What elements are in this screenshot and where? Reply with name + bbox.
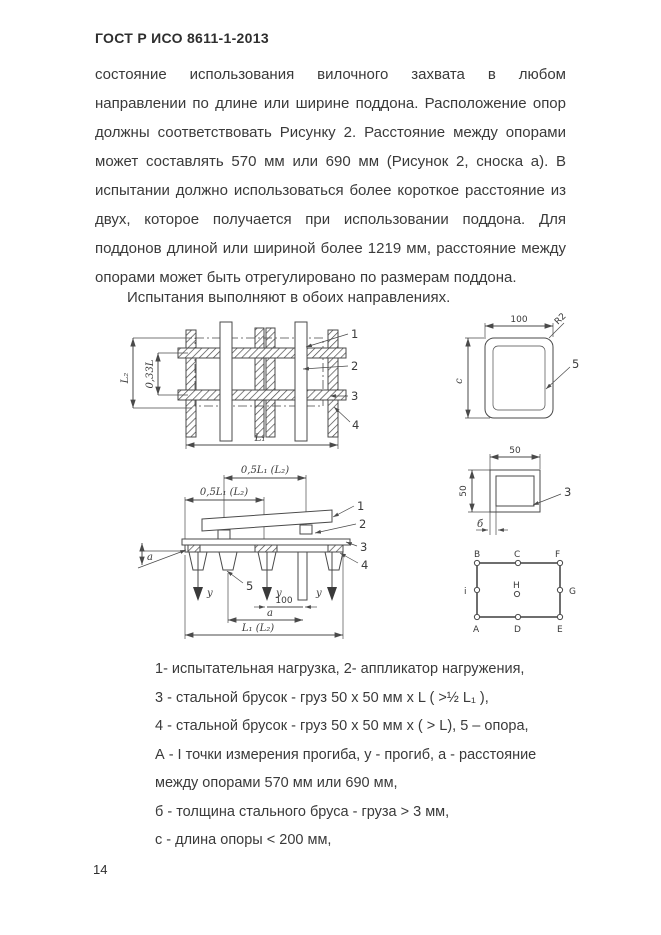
legend-line: с - длина опоры < 200 мм, <box>155 832 332 848</box>
side-foot <box>219 552 237 570</box>
support-dim-100: 100 <box>510 315 528 325</box>
deflection-y1: у <box>207 588 213 599</box>
figure-support-section <box>440 305 605 435</box>
legend-line: 4 - стальной брусок - груз 50 х 50 мм х ( > L), 5 – опора, <box>155 718 529 734</box>
point-label-g: G <box>569 587 576 597</box>
support-dim-r2: R2 <box>553 311 569 328</box>
side-callout-5: 5 <box>246 579 254 593</box>
plan-callout-3: 3 <box>351 389 359 403</box>
bar-dim-50-left: 50 <box>459 485 469 497</box>
side-applicator <box>218 530 230 539</box>
bar-dim-b: б <box>477 519 484 530</box>
legend-line: 1- испытательная нагрузка, 2- аппликатор нагружения, <box>155 661 525 677</box>
side-steel-bar <box>182 539 350 545</box>
side-foot <box>325 552 343 570</box>
point-label-f: F <box>555 550 561 560</box>
plan-dim-l1: L₁ <box>254 433 266 444</box>
plan-dim-033l: 0,33L <box>145 359 156 389</box>
side-callout-2: 2 <box>359 517 367 531</box>
legend-line: между опорами 570 мм или 690 мм, <box>155 775 398 791</box>
legend-line: А - I точки измерения прогиба, у - прогиб, а - расстояние <box>155 746 537 763</box>
plan-applicator-rail <box>295 322 307 441</box>
plan-callout-2: 2 <box>351 359 359 373</box>
plan-callout-4: 4 <box>352 418 360 432</box>
page-number: 14 <box>93 862 108 877</box>
figure-bar-section <box>440 443 600 553</box>
figure-legend <box>155 655 585 855</box>
plan-vertical-bar <box>255 328 264 437</box>
plan-applicator-rail <box>220 322 232 441</box>
bar-callout-3: 3 <box>564 485 572 499</box>
side-deck-block <box>255 545 277 552</box>
point-label-b: B <box>474 550 481 560</box>
side-callout-1: 1 <box>357 499 365 513</box>
point-label-e: E <box>557 625 563 635</box>
support-inner <box>493 346 545 410</box>
legend-line: 3 - стальной брусок - груз 50 х 50 мм х L ( >½ L₁ ), <box>155 689 489 706</box>
side-dim-a-left: а <box>147 552 153 563</box>
body-paragraph-2: Испытания выполняют в обоих направлениях. <box>127 289 451 306</box>
plan-dim-l2: L₂ <box>120 372 131 384</box>
side-support-stand <box>298 552 307 600</box>
body-paragraph: состояние использования вилочного захвата в любом направлении по длине или ширине поддона. Расположение опор должны соответствовать Рисунку 2. Расстояние между опорами может составлять 570 мм или 690 мм (Рисунок 2, сноска а). В испытании должно использоваться более короткое расстояние из двух, которое получается при использовании поддона. Для поддонов длиной или шириной более 1219 мм, расстояние между опорами может быть отрегулировано по размерам поддона. <box>95 66 566 286</box>
plan-vertical-bar <box>328 330 338 437</box>
side-deck-block <box>188 545 200 552</box>
point-label-a: А <box>473 625 480 635</box>
side-applicator <box>300 525 312 534</box>
point-label-d: D <box>514 625 521 635</box>
point-label-i: і <box>464 587 467 597</box>
side-dim-l1l2: L₁ (L₂) <box>241 623 275 634</box>
plan-steel-bar <box>178 348 346 358</box>
side-dim-a: а <box>267 608 273 619</box>
support-dim-c: с <box>454 378 465 384</box>
side-callout-4: 4 <box>361 558 369 572</box>
legend-line: б - толщина стального бруса - груза > 3 мм, <box>155 803 450 820</box>
figure-plan-view <box>100 308 400 458</box>
bar-inner <box>496 476 534 506</box>
plan-steel-bar <box>178 390 346 400</box>
side-callout-3: 3 <box>360 540 368 554</box>
point-label-h: H <box>513 581 520 591</box>
plan-vertical-bar <box>266 328 275 437</box>
deflection-y3: у <box>316 588 322 599</box>
plan-vertical-bar <box>186 330 196 437</box>
plan-callout-1: 1 <box>351 327 359 341</box>
point-label-c: C <box>514 550 521 560</box>
side-deck-block <box>328 545 343 552</box>
side-dim-100: 100 <box>275 596 293 606</box>
doc-header: ГОСТ Р ИСО 8611-1-2013 <box>95 30 269 46</box>
figure-side-view <box>100 455 410 650</box>
support-callout-5: 5 <box>572 357 580 371</box>
figure-points-diagram <box>438 542 613 642</box>
support-outer <box>485 338 553 418</box>
side-dim-half-top: 0,5L₁ (L₂) <box>240 465 290 476</box>
deflection-y2: у <box>276 588 282 599</box>
side-dim-half-bottom: 0,5L₁ (L₂) <box>199 487 249 498</box>
bar-dim-50-top: 50 <box>509 446 521 456</box>
